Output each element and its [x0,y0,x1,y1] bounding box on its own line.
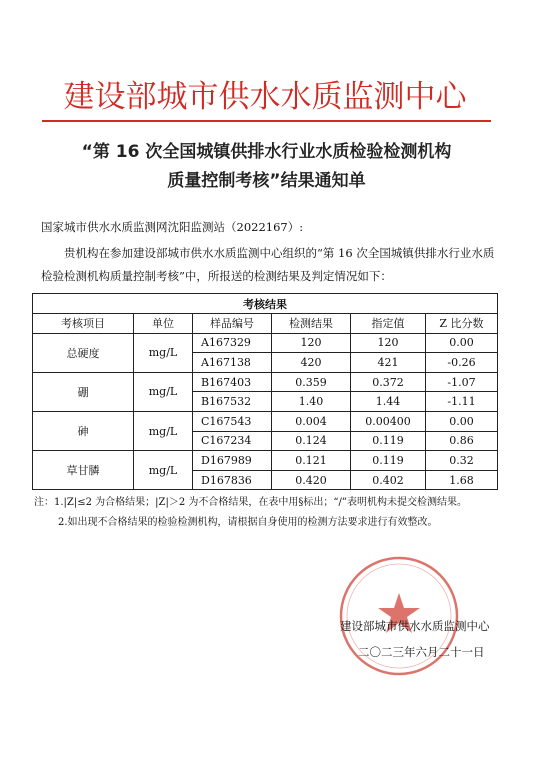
result-cell: 420 [272,353,351,373]
assigned-value-cell: 421 [351,353,426,373]
unit-cell: mg/L [134,372,193,411]
item-name-cell: 草甘膦 [33,451,134,490]
assigned-value-cell: 0.00400 [351,411,426,431]
letterhead-org-name: 建设部城市供水水质监测中心 [63,79,467,115]
result-cell: 0.359 [272,372,351,392]
z-score-cell: 1.68 [426,470,498,490]
table-row [33,372,498,392]
notice-title-line-1: “第 16 次全国城镇供排水行业水质检验检测机构 [81,142,452,162]
sample-id-cell: C167234 [193,431,272,451]
assigned-value-cell: 120 [351,333,426,353]
header-unit: 单位 [134,314,193,334]
unit-cell: mg/L [134,333,193,372]
sample-id-cell: D167989 [193,451,272,471]
header-result: 检测结果 [272,314,351,334]
z-score-cell: 0.32 [426,451,498,471]
result-cell: 1.40 [272,392,351,412]
assigned-value-cell: 0.119 [351,431,426,451]
z-score-cell: -0.26 [426,353,498,373]
header-z-score: Z 比分数 [426,314,498,334]
header-assigned-value: 指定值 [351,314,426,334]
footer-issuer: 建设部城市供水水质监测中心 [340,619,490,633]
item-name-cell: 总硬度 [33,333,134,372]
footer-date: 二〇二三年六月二十一日 [358,645,485,659]
results-table-caption: 考核结果 [33,294,498,314]
z-score-cell: 0.00 [426,411,498,431]
results-table-header-row [33,314,498,334]
result-cell: 0.124 [272,431,351,451]
z-score-cell: 0.00 [426,333,498,353]
unit-cell: mg/L [134,411,193,450]
sample-id-cell: D167836 [193,470,272,490]
letterhead-divider [42,120,491,122]
note-line-2: 2.如出现不合格结果的检验检测机构，请根据自身使用的检测方法要求进行有效整改。 [58,517,438,528]
sample-id-cell: B167532 [193,392,272,412]
z-score-cell: -1.07 [426,372,498,392]
unit-cell: mg/L [134,451,193,490]
sample-id-cell: A167138 [193,353,272,373]
header-item: 考核项目 [33,314,134,334]
item-name-cell: 砷 [33,411,134,450]
assigned-value-cell: 0.119 [351,451,426,471]
result-cell: 120 [272,333,351,353]
notice-title-line-2: 质量控制考核”结果通知单 [167,171,366,191]
table-row [33,333,498,353]
assigned-value-cell: 1.44 [351,392,426,412]
sample-id-cell: C167543 [193,411,272,431]
intro-paragraph: 贵机构在参加建设部城市供水水质监测中心组织的“第 16 次全国城镇供排水行业水质检验检测机构质量控制考核”中，所报送的检测结果及判定情况如下： [41,246,495,283]
result-cell: 0.004 [272,411,351,431]
table-row [33,451,498,471]
official-seal [336,553,462,679]
note-line-1: 注：1.|Z|≤2 为合格结果；|Z|＞2 为不合格结果，在表中用§标出；“/”表明机构未提交检测结果。 [34,497,467,508]
results-table [32,293,498,490]
assigned-value-cell: 0.402 [351,470,426,490]
z-score-cell: -1.11 [426,392,498,412]
sample-id-cell: A167329 [193,333,272,353]
result-cell: 0.121 [272,451,351,471]
result-cell: 0.420 [272,470,351,490]
header-sample-id: 样品编号 [193,314,272,334]
z-score-cell: 0.86 [426,431,498,451]
recipient-line: 国家城市供水水质监测网沈阳监测站（2022167）: [41,220,304,234]
table-row [33,411,498,431]
item-name-cell: 硼 [33,372,134,411]
sample-id-cell: B167403 [193,372,272,392]
assigned-value-cell: 0.372 [351,372,426,392]
